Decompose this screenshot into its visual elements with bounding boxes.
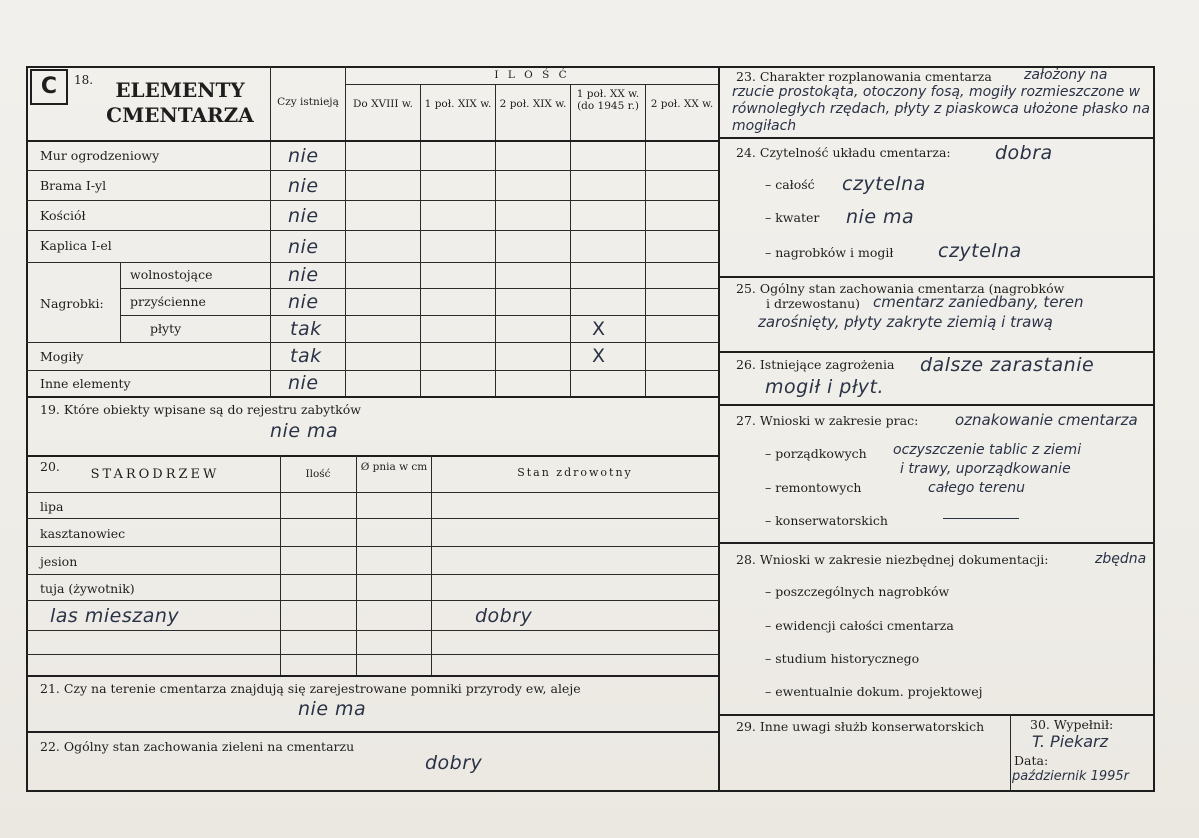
- q20-col-ilosc: Ilość: [305, 468, 331, 480]
- q28-item-studium: – studium historycznego: [765, 651, 920, 666]
- q19-answer: nie ma: [270, 420, 339, 442]
- ilosc-col-5: 2 poł. XX w.: [650, 98, 714, 110]
- q28-item-nagrobkow: – poszczególnych nagrobków: [765, 584, 950, 599]
- q20-col-pnia: Ø pnia w cm: [360, 461, 428, 473]
- hw-czy-mur: nie: [288, 145, 319, 167]
- title-line2: CMENTARZA: [106, 103, 254, 127]
- q23-answer-line1: założony na: [1024, 67, 1108, 83]
- q27-answer: oznakowanie cmentarza: [955, 411, 1138, 429]
- section-letter-box: [30, 69, 68, 105]
- col-czy-header: Czy istnieją: [277, 96, 339, 108]
- q28-item-ewidencji: – ewidencji całości cmentarza: [765, 618, 954, 633]
- element-label-kosciol: Kościół: [40, 208, 86, 223]
- q24-item-kwater: – kwater: [765, 210, 820, 225]
- q25-label-2: i drzewostanu): [766, 296, 861, 311]
- ilosc-col-3: 2 poł. XIX w.: [499, 98, 567, 110]
- tree-row-kasztanowiec: kasztanowiec: [40, 526, 126, 541]
- q23-label: 23. Charakter rozplanowania cmentarza: [736, 69, 992, 84]
- q24-answer-nagrobkow: czytelna: [938, 240, 1022, 262]
- q28-item-projektowej: – ewentualnie dokum. projektowej: [765, 684, 983, 699]
- hw-czy-kaplica: nie: [288, 236, 319, 258]
- q24-answer: dobra: [995, 142, 1053, 164]
- hw-czy-mogily: tak: [290, 345, 322, 367]
- q24-label: 24. Czytelność układu cmentarza:: [736, 145, 951, 160]
- q30-label: 30. Wypełnił:: [1030, 717, 1114, 732]
- hw-mark-mogily: X: [592, 345, 606, 367]
- ilosc-col-4: 1 poł. XX w. (do 1945 r.): [576, 88, 640, 112]
- element-label-inne: Inne elementy: [40, 376, 131, 391]
- section-letter: C: [40, 74, 58, 99]
- hw-czy-przyscienne: nie: [288, 291, 319, 313]
- q20-title: STARODRZEW: [90, 467, 220, 482]
- q22-answer: dobry: [425, 752, 483, 774]
- q24-item-calosc: – całość: [765, 177, 815, 192]
- q21-answer: nie ma: [298, 698, 367, 720]
- element-label-plyty: płyty: [150, 321, 182, 336]
- element-label-wolnostojace: wolnostojące: [130, 267, 213, 282]
- hw-czy-kosciol: nie: [288, 205, 319, 227]
- q20-col-stan: Stan zdrowotny: [517, 466, 633, 479]
- title-line1: ELEMENTY: [115, 78, 245, 102]
- q26-label: 26. Istniejące zagrożenia: [736, 357, 895, 372]
- ilosc-col-2: 1 poł. XIX w.: [424, 98, 492, 110]
- q24-item-nagrobkow: – nagrobków i mogił: [765, 245, 894, 260]
- q27-label: 27. Wnioski w zakresie prac:: [736, 413, 919, 428]
- q27-answer-porz-3: całego terenu: [928, 480, 1026, 496]
- q25-answer-1: cmentarz zaniedbany, teren: [873, 293, 1084, 311]
- q25-label-1: 25. Ogólny stan zachowania cmentarza (nagrobków: [736, 281, 1065, 296]
- hw-mark-plyty: X: [592, 318, 606, 340]
- q25-answer-2: zarośnięty, płyty zakryte ziemią i trawą: [758, 313, 1053, 331]
- q24-answer-kwater: nie ma: [846, 206, 915, 228]
- q27-answer-porz-1: oczyszczenie tablic z ziemi: [893, 442, 1082, 458]
- tree-row-jesion: jesion: [40, 554, 78, 569]
- element-label-brama: Brama I-yl: [40, 178, 107, 193]
- tree-row-lipa: lipa: [40, 499, 64, 514]
- q28-answer: zbędna: [1095, 551, 1147, 567]
- element-label-mur: Mur ogrodzeniowy: [40, 148, 160, 163]
- q30-date-label: Data:: [1014, 753, 1049, 768]
- q27-answer-porz-2: i trawy, uporządkowanie: [900, 461, 1071, 477]
- q30-name: T. Piekarz: [1032, 732, 1109, 751]
- element-label-mogily: Mogiły: [40, 349, 84, 364]
- q23-answer: rzucie prostokąta, otoczony fosą, mogiły rozmieszczone w równoległych rzędach, płyty z piaskowca ułożone płasko na mogiłach: [732, 84, 1150, 134]
- q29-label: 29. Inne uwagi służb konserwatorskich: [736, 719, 985, 734]
- hw-czy-brama: nie: [288, 175, 319, 197]
- section-number: 18.: [74, 73, 94, 87]
- q28-label: 28. Wnioski w zakresie niezbędnej dokumentacji:: [736, 552, 1049, 567]
- ilosc-col-1: Do XVIII w.: [353, 98, 413, 110]
- hw-czy-plyty: tak: [290, 318, 322, 340]
- hw-czy-inne: nie: [288, 372, 319, 394]
- element-label-przyscienne: przyścienne: [130, 294, 206, 309]
- q22-label: 22. Ogólny stan zachowania zieleni na cmentarzu: [40, 739, 355, 754]
- q21-label: 21. Czy na terenie cmentarza znajdują się zarejestrowane pomniki przyrody ew, aleje: [40, 681, 581, 696]
- hw-czy-wolnostojace: nie: [288, 264, 319, 286]
- q27-item-konserwatorskich: – konserwatorskich: [765, 513, 888, 528]
- q27-item-remontowych: – remontowych: [765, 480, 862, 495]
- q24-answer-calosc: czytelna: [842, 173, 926, 195]
- q20-number: 20.: [40, 459, 60, 474]
- q30-date: październik 1995r: [1012, 769, 1130, 784]
- q27-item-porzadkowych: – porządkowych: [765, 446, 867, 461]
- q19-label: 19. Które obiekty wpisane są do rejestru zabytków: [40, 402, 361, 417]
- q26-answer-2: mogił i płyt.: [765, 376, 885, 398]
- ilosc-header: I L O Ś Ć: [494, 69, 570, 81]
- q26-answer-1: dalsze zarastanie: [920, 354, 1095, 376]
- hw-tree-stan: dobry: [475, 605, 533, 627]
- tree-row-tuja: tuja (żywotnik): [40, 581, 135, 596]
- element-label-kaplica: Kaplica I-el: [40, 238, 112, 253]
- nagrobki-label: Nagrobki:: [40, 296, 104, 311]
- hw-tree-las: las mieszany: [50, 605, 180, 627]
